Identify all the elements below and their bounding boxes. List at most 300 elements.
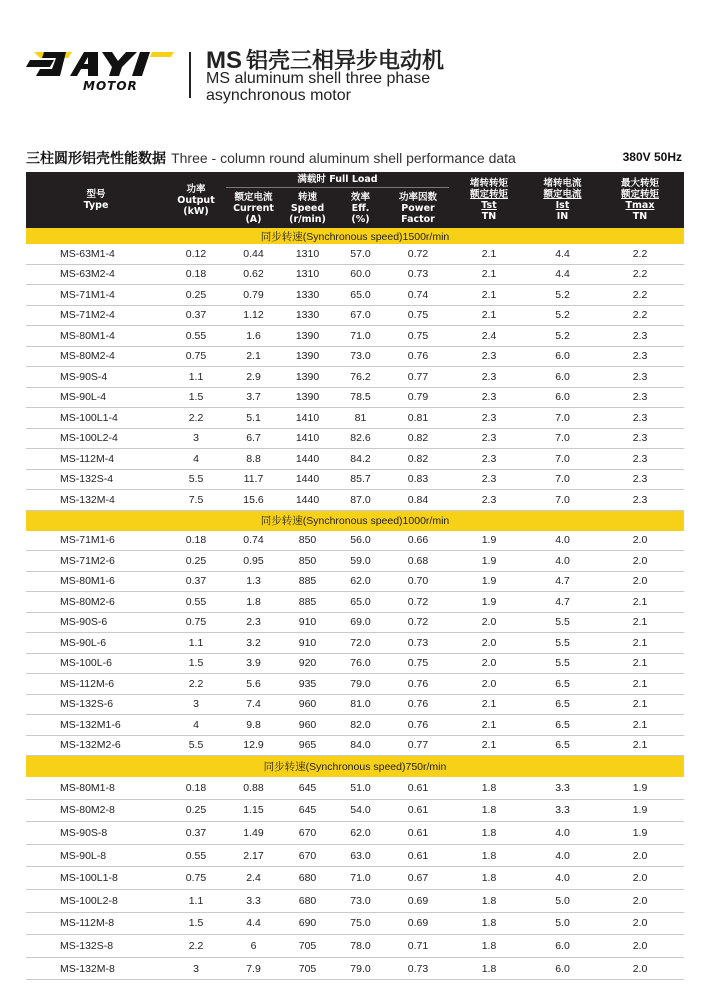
table-cell: 2.1	[449, 264, 529, 285]
table-cell: MS-100L1-4	[26, 408, 166, 429]
table-cell: 2.1	[449, 735, 529, 756]
table-cell: 71.0	[334, 326, 387, 347]
subtitle-line2: asynchronous motor	[206, 87, 351, 104]
table-cell: 0.61	[387, 777, 449, 799]
table-cell: 2.1	[226, 346, 281, 367]
table-cell: MS-90L-6	[26, 633, 166, 654]
table-body	[26, 228, 684, 980]
table-cell: 1.5	[166, 387, 226, 408]
table-cell: 4.0	[529, 867, 596, 890]
section-row	[26, 510, 684, 531]
table-cell: 81.0	[334, 694, 387, 715]
table-cell: 0.74	[226, 531, 281, 551]
table-cell: 2.2	[166, 935, 226, 958]
table-row	[26, 244, 684, 264]
table-cell: 2.3	[449, 367, 529, 388]
table-cell: 965	[281, 735, 334, 756]
table-cell: 0.72	[387, 244, 449, 264]
table-cell: 2.1	[596, 694, 684, 715]
table-cell: 0.55	[166, 844, 226, 867]
table-cell: 7.0	[529, 469, 596, 490]
table-cell: 0.70	[387, 571, 449, 592]
section-heading-cn: 三柱圆形铝壳性能数据	[26, 151, 166, 167]
table-cell: 1.8	[449, 844, 529, 867]
table-cell: 1.1	[166, 367, 226, 388]
table-cell: MS-112M-6	[26, 674, 166, 695]
table-cell: 5.6	[226, 674, 281, 695]
table-row	[26, 367, 684, 388]
table-cell: 0.55	[166, 326, 226, 347]
header-divider	[189, 52, 191, 98]
table-cell: 60.0	[334, 264, 387, 285]
table-cell: 2.3	[596, 408, 684, 429]
header-type: 型号 Type	[26, 172, 166, 228]
section-label: 同步转速(Synchronous speed)1500r/min	[26, 228, 684, 244]
table-cell: 0.25	[166, 285, 226, 306]
table-cell: 1.1	[166, 889, 226, 912]
table-cell: 2.3	[596, 387, 684, 408]
table-row	[26, 844, 684, 867]
table-cell: 2.0	[449, 612, 529, 633]
table-cell: 15.6	[226, 490, 281, 511]
table-cell: 910	[281, 612, 334, 633]
section-row	[26, 228, 684, 244]
table-cell: 5.2	[529, 326, 596, 347]
table-cell: 1.8	[226, 592, 281, 613]
table-cell: 4.0	[529, 531, 596, 551]
table-cell: MS-90L-8	[26, 844, 166, 867]
table-cell: 51.0	[334, 777, 387, 799]
table-cell: 0.18	[166, 264, 226, 285]
table-cell: 75.0	[334, 912, 387, 935]
table-cell: 1.8	[449, 889, 529, 912]
table-cell: 1330	[281, 285, 334, 306]
table-cell: 2.0	[596, 957, 684, 980]
table-cell: 3.3	[226, 889, 281, 912]
table-cell: 2.1	[596, 715, 684, 736]
table-cell: MS-100L1-8	[26, 867, 166, 890]
table-cell: 0.72	[387, 592, 449, 613]
table-row	[26, 694, 684, 715]
section-label: 同步转速(Synchronous speed)750r/min	[26, 756, 684, 778]
table-row	[26, 346, 684, 367]
table-cell: 0.83	[387, 469, 449, 490]
table-cell: 72.0	[334, 633, 387, 654]
table-row	[26, 428, 684, 449]
table-row	[26, 387, 684, 408]
table-cell: 2.0	[449, 653, 529, 674]
table-cell: 1410	[281, 428, 334, 449]
title-cn-text: 铝壳三相异步电动机	[246, 49, 445, 74]
table-cell: 78.5	[334, 387, 387, 408]
table-row	[26, 326, 684, 347]
table-cell: 0.18	[166, 531, 226, 551]
table-cell: 5.2	[529, 305, 596, 326]
table-row	[26, 799, 684, 822]
table-cell: 0.37	[166, 571, 226, 592]
table-cell: MS-90S-8	[26, 822, 166, 845]
table-cell: 2.3	[596, 367, 684, 388]
table-cell: 4.0	[529, 551, 596, 572]
table-cell: 1.8	[449, 799, 529, 822]
table-cell: 0.82	[387, 428, 449, 449]
table-cell: 6.5	[529, 735, 596, 756]
table-cell: 2.3	[596, 326, 684, 347]
table-cell: MS-132S-8	[26, 935, 166, 958]
table-cell: 885	[281, 592, 334, 613]
table-cell: 5.5	[529, 633, 596, 654]
table-cell: 0.81	[387, 408, 449, 429]
table-cell: 12.9	[226, 735, 281, 756]
table-cell: 2.17	[226, 844, 281, 867]
table-cell: 4.7	[529, 592, 596, 613]
table-cell: 0.68	[387, 551, 449, 572]
table-cell: 920	[281, 653, 334, 674]
table-cell: 2.3	[596, 449, 684, 470]
header-tst: 堵转转矩 额定转矩 Tst TN	[449, 172, 529, 228]
table-cell: 62.0	[334, 822, 387, 845]
table-row	[26, 592, 684, 613]
table-cell: 4.4	[226, 912, 281, 935]
table-cell: 1440	[281, 490, 334, 511]
table-cell: 2.0	[596, 935, 684, 958]
table-row	[26, 822, 684, 845]
table-cell: 54.0	[334, 799, 387, 822]
section-label: 同步转速(Synchronous speed)1000r/min	[26, 510, 684, 531]
table-cell: 2.2	[596, 264, 684, 285]
table-cell: 1.9	[596, 799, 684, 822]
table-cell: MS-80M2-6	[26, 592, 166, 613]
table-cell: 7.9	[226, 957, 281, 980]
table-cell: 6.5	[529, 715, 596, 736]
table-cell: MS-132M-8	[26, 957, 166, 980]
table-cell: 1.1	[166, 633, 226, 654]
table-cell: 2.1	[596, 653, 684, 674]
table-cell: 2.0	[596, 844, 684, 867]
table-cell: 680	[281, 889, 334, 912]
table-cell: 2.0	[596, 889, 684, 912]
table-cell: 7.0	[529, 408, 596, 429]
table-cell: MS-100L2-8	[26, 889, 166, 912]
table-cell: 0.75	[387, 326, 449, 347]
table-cell: 8.8	[226, 449, 281, 470]
table-cell: 3.3	[529, 799, 596, 822]
table-cell: 850	[281, 551, 334, 572]
table-cell: 5.0	[529, 889, 596, 912]
table-cell: 0.76	[387, 346, 449, 367]
table-cell: 79.0	[334, 957, 387, 980]
table-cell: MS-100L-6	[26, 653, 166, 674]
table-cell: 3	[166, 694, 226, 715]
table-cell: 2.1	[596, 735, 684, 756]
table-cell: 4.0	[529, 844, 596, 867]
table-cell: 2.3	[596, 490, 684, 511]
table-cell: 0.69	[387, 912, 449, 935]
table-cell: 960	[281, 715, 334, 736]
table-cell: 5.0	[529, 912, 596, 935]
table-cell: 1310	[281, 244, 334, 264]
table-row	[26, 889, 684, 912]
table-cell: 0.72	[387, 612, 449, 633]
table-cell: 9.8	[226, 715, 281, 736]
table-cell: 3	[166, 428, 226, 449]
table-cell: 2.1	[449, 715, 529, 736]
table-row	[26, 867, 684, 890]
table-cell: 0.73	[387, 957, 449, 980]
table-cell: 6.0	[529, 367, 596, 388]
table-cell: 7.4	[226, 694, 281, 715]
subtitle-line1: MS aluminum shell three phase	[206, 70, 431, 87]
table-cell: 1410	[281, 408, 334, 429]
table-cell: 2.1	[596, 633, 684, 654]
table-cell: 67.0	[334, 305, 387, 326]
table-cell: 1.9	[596, 777, 684, 799]
table-cell: 6	[226, 935, 281, 958]
table-cell: 5.5	[166, 735, 226, 756]
table-cell: 2.3	[449, 387, 529, 408]
table-cell: 2.0	[449, 633, 529, 654]
table-cell: 4.7	[529, 571, 596, 592]
table-cell: 2.0	[596, 571, 684, 592]
table-cell: 6.7	[226, 428, 281, 449]
table-cell: MS-71M1-4	[26, 285, 166, 306]
table-cell: MS-71M2-6	[26, 551, 166, 572]
table-cell: 56.0	[334, 531, 387, 551]
table-cell: 1.9	[449, 551, 529, 572]
table-cell: 0.95	[226, 551, 281, 572]
header-output: 功率 Output (kW)	[166, 172, 226, 228]
table-cell: 1.9	[449, 592, 529, 613]
table-cell: 6.0	[529, 957, 596, 980]
table-cell: 0.66	[387, 531, 449, 551]
table-cell: 1.9	[449, 531, 529, 551]
table-cell: 1390	[281, 387, 334, 408]
table-cell: 71.0	[334, 867, 387, 890]
table-cell: 705	[281, 935, 334, 958]
table-cell: 69.0	[334, 612, 387, 633]
table-row	[26, 653, 684, 674]
table-cell: 910	[281, 633, 334, 654]
table-cell: 1.8	[449, 912, 529, 935]
header-tmax: 最大转矩 额定转矩 Tmax TN	[596, 172, 684, 228]
table-cell: MS-90L-4	[26, 387, 166, 408]
table-cell: MS-100L2-4	[26, 428, 166, 449]
table-cell: 1.5	[166, 653, 226, 674]
table-row	[26, 571, 684, 592]
table-cell: 935	[281, 674, 334, 695]
table-cell: 0.79	[226, 285, 281, 306]
table-cell: 5.1	[226, 408, 281, 429]
table-cell: 0.44	[226, 244, 281, 264]
table-cell: 5.2	[529, 285, 596, 306]
table-row	[26, 531, 684, 551]
table-cell: 6.0	[529, 346, 596, 367]
table-cell: 1.8	[449, 935, 529, 958]
table-row	[26, 551, 684, 572]
table-cell: 1.3	[226, 571, 281, 592]
table-cell: 0.88	[226, 777, 281, 799]
table-cell: MS-80M2-8	[26, 799, 166, 822]
table-cell: 2.9	[226, 367, 281, 388]
table-cell: 0.75	[166, 612, 226, 633]
table-cell: 0.71	[387, 935, 449, 958]
table-cell: 84.2	[334, 449, 387, 470]
table-row	[26, 469, 684, 490]
table-cell: 1.9	[596, 822, 684, 845]
table-cell: 2.1	[449, 694, 529, 715]
table-cell: 0.12	[166, 244, 226, 264]
table-cell: 79.0	[334, 674, 387, 695]
table-cell: 87.0	[334, 490, 387, 511]
table-cell: 78.0	[334, 935, 387, 958]
table-cell: 3.9	[226, 653, 281, 674]
table-cell: 5.5	[529, 612, 596, 633]
table-cell: 0.84	[387, 490, 449, 511]
table-row	[26, 957, 684, 980]
table-cell: 2.2	[596, 285, 684, 306]
table-cell: 2.0	[596, 551, 684, 572]
table-cell: 670	[281, 822, 334, 845]
table-cell: 2.1	[449, 285, 529, 306]
table-cell: 6.5	[529, 694, 596, 715]
table-cell: 1390	[281, 367, 334, 388]
table-cell: 2.0	[596, 867, 684, 890]
table-cell: 960	[281, 694, 334, 715]
table-cell: 0.18	[166, 777, 226, 799]
table-cell: 6.5	[529, 674, 596, 695]
title-model: MS	[206, 47, 242, 74]
table-cell: 65.0	[334, 285, 387, 306]
table-row	[26, 408, 684, 429]
table-cell: 1.15	[226, 799, 281, 822]
table-cell: 11.7	[226, 469, 281, 490]
table-cell: MS-132S-6	[26, 694, 166, 715]
table-cell: 2.1	[449, 244, 529, 264]
table-cell: 2.4	[226, 867, 281, 890]
voltage-label: 380V 50Hz	[622, 150, 682, 164]
table-cell: 7.0	[529, 490, 596, 511]
table-cell: 0.74	[387, 285, 449, 306]
table-cell: 2.2	[166, 674, 226, 695]
dayi-motor-logo	[26, 50, 176, 102]
table-cell: MS-71M1-6	[26, 531, 166, 551]
table-cell: 2.0	[596, 912, 684, 935]
table-cell: 0.73	[387, 264, 449, 285]
table-cell: MS-90S-6	[26, 612, 166, 633]
table-row	[26, 715, 684, 736]
table-cell: MS-71M2-4	[26, 305, 166, 326]
table-cell: 0.25	[166, 799, 226, 822]
table-cell: 670	[281, 844, 334, 867]
table-cell: 2.0	[596, 531, 684, 551]
table-cell: 0.75	[166, 346, 226, 367]
table-cell: 2.1	[596, 674, 684, 695]
table-cell: 0.76	[387, 715, 449, 736]
table-cell: 2.3	[596, 428, 684, 449]
table-cell: MS-80M2-4	[26, 346, 166, 367]
table-cell: MS-132S-4	[26, 469, 166, 490]
table-cell: 4.0	[529, 822, 596, 845]
table-cell: 2.4	[449, 326, 529, 347]
table-cell: 6.0	[529, 387, 596, 408]
table-cell: 73.0	[334, 889, 387, 912]
header-full-load: 满载时 Full Load	[226, 172, 449, 188]
table-cell: 2.3	[449, 346, 529, 367]
table-row	[26, 449, 684, 470]
table-cell: 1390	[281, 326, 334, 347]
table-cell: 885	[281, 571, 334, 592]
table-cell: 1.12	[226, 305, 281, 326]
table-cell: 3.7	[226, 387, 281, 408]
table-cell: 0.76	[387, 674, 449, 695]
table-cell: 680	[281, 867, 334, 890]
table-cell: 645	[281, 799, 334, 822]
table-cell: 82.0	[334, 715, 387, 736]
table-cell: 4	[166, 715, 226, 736]
table-cell: 2.3	[449, 490, 529, 511]
table-cell: 59.0	[334, 551, 387, 572]
table-cell: 85.7	[334, 469, 387, 490]
table-cell: 0.82	[387, 449, 449, 470]
table-cell: 2.3	[596, 346, 684, 367]
section-heading	[26, 148, 686, 168]
table-cell: 4	[166, 449, 226, 470]
table-cell: 6.0	[529, 935, 596, 958]
table-row	[26, 490, 684, 511]
table-cell: 7.0	[529, 428, 596, 449]
table-row	[26, 674, 684, 695]
table-cell: 76.0	[334, 653, 387, 674]
table-cell: 2.3	[449, 408, 529, 429]
table-cell: 81	[334, 408, 387, 429]
table-row	[26, 735, 684, 756]
table-cell: 1.8	[449, 867, 529, 890]
table-cell: 0.67	[387, 867, 449, 890]
table-cell: 63.0	[334, 844, 387, 867]
table-cell: 0.37	[166, 305, 226, 326]
header-speed: 转速 Speed (r/min)	[281, 188, 334, 229]
table-cell: MS-112M-8	[26, 912, 166, 935]
table-cell: MS-90S-4	[26, 367, 166, 388]
header-eff: 效率 Eff. (%)	[334, 188, 387, 229]
table-cell: 2.2	[596, 244, 684, 264]
table-row	[26, 285, 684, 306]
table-cell: 1310	[281, 264, 334, 285]
table-cell: 705	[281, 957, 334, 980]
table-row	[26, 777, 684, 799]
page-subtitle	[206, 70, 430, 104]
table-cell: 1.6	[226, 326, 281, 347]
table-cell: MS-132M1-6	[26, 715, 166, 736]
table-cell: 1330	[281, 305, 334, 326]
table-cell: 2.1	[449, 305, 529, 326]
table-cell: 1440	[281, 449, 334, 470]
table-row	[26, 264, 684, 285]
logo-motor-text: MOTOR	[83, 79, 138, 93]
table-cell: 2.2	[596, 305, 684, 326]
table-cell: 82.6	[334, 428, 387, 449]
table-cell: MS-132M-4	[26, 490, 166, 511]
table-cell: 0.75	[387, 653, 449, 674]
table-cell: 0.75	[166, 867, 226, 890]
table-cell: 57.0	[334, 244, 387, 264]
table-cell: 84.0	[334, 735, 387, 756]
table-cell: 690	[281, 912, 334, 935]
table-cell: 2.3	[226, 612, 281, 633]
header-current: 额定电流 Current (A)	[226, 188, 281, 229]
header-ist: 堵转电流 额定电流 Ist IN	[529, 172, 596, 228]
table-cell: 1.8	[449, 957, 529, 980]
